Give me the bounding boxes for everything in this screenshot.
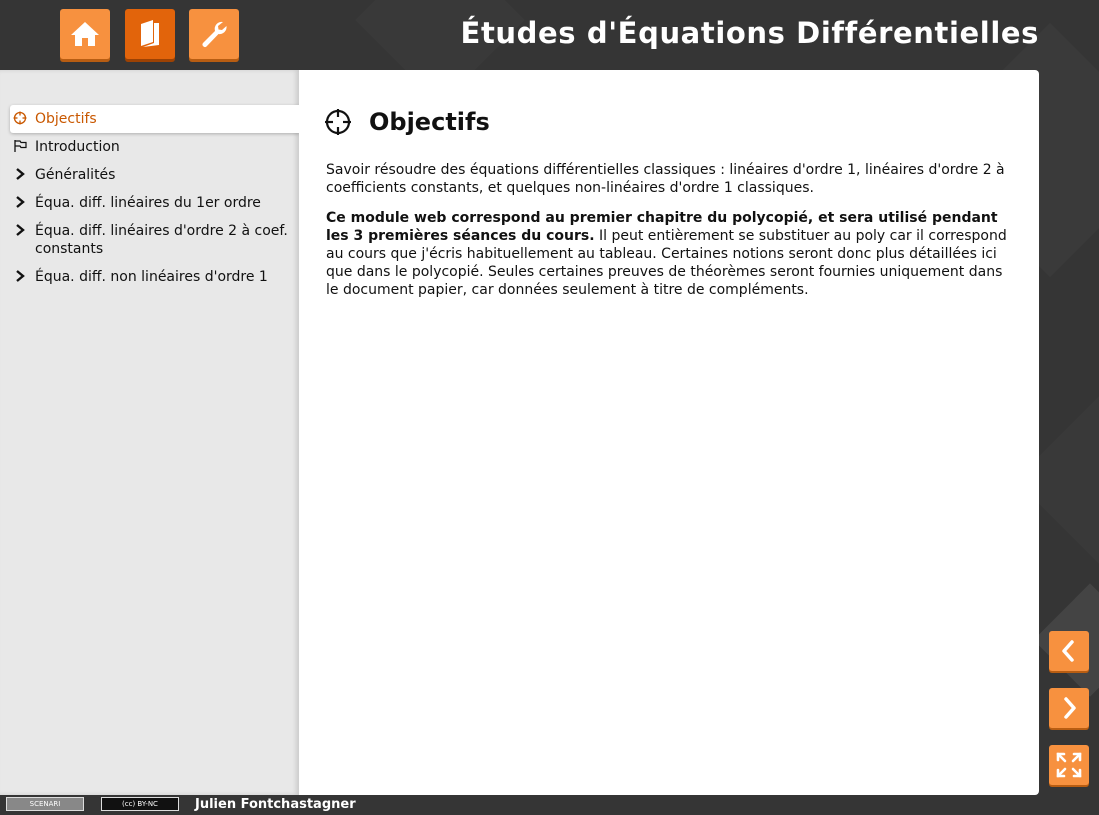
nav-item-objectifs[interactable] — [10, 105, 299, 133]
previous-button[interactable] — [1049, 631, 1089, 671]
section-header — [324, 108, 490, 136]
paragraph-text: Il peut entièrement se substituer au poly car il correspond au cours que j'écris habituellement au tableau. Certaines notions seront donc plus détaillées ici que dans le polycopié. Seules certaines preuves de théorèmes seront fournies uniquement dans le document papier, car données seulement à titre de compléments. — [326, 228, 1007, 298]
nav-label: Équa. diff. linéaires d'ordre 2 à coef. constants — [35, 223, 288, 257]
paragraph — [326, 209, 1016, 299]
nav-label: Équa. diff. linéaires du 1er ordre — [35, 195, 261, 211]
target-icon — [324, 108, 352, 136]
license-badge[interactable]: (cc) BY-NC — [101, 797, 179, 811]
emphasis-text: Ce module web correspond au premier chapitre du polycopié, et sera utilisé pendant les 3 premières séances du cours. — [326, 210, 998, 244]
nav-item-introduction[interactable] — [10, 133, 299, 161]
paragraph: Savoir résoudre des équations différentielles classiques : linéaires d'ordre 1, linéaires d'ordre 2 à coefficients constants, et quelques non-linéaires d'ordre 1 classiques. — [326, 162, 1005, 196]
nav-label: Objectifs — [35, 111, 97, 127]
home-button[interactable] — [60, 9, 110, 59]
nav-item-non-lineaires[interactable] — [10, 263, 299, 291]
scenari-logo[interactable]: SCENARI — [6, 797, 84, 811]
nav-label: Généralités — [35, 167, 116, 183]
section-title: Objectifs — [369, 108, 490, 136]
book-button[interactable] — [125, 9, 175, 59]
wrench-icon — [199, 19, 229, 49]
next-button[interactable] — [1049, 688, 1089, 728]
nav-label: Introduction — [35, 139, 120, 155]
author-name: Julien Fontchastagner — [195, 797, 356, 812]
chevron-right-icon — [13, 223, 27, 237]
tools-button[interactable] — [189, 9, 239, 59]
flag-icon — [13, 139, 27, 153]
nav-item-generalites[interactable] — [10, 161, 299, 189]
nav-item-ordre1[interactable] — [10, 189, 299, 217]
page-title: Études d'Équations Différentielles — [460, 16, 1039, 50]
sidebar — [0, 70, 299, 795]
outline-nav — [10, 105, 299, 291]
chevron-right-icon — [13, 167, 27, 181]
nav-label: Équa. diff. non linéaires d'ordre 1 — [35, 269, 268, 285]
fullscreen-button[interactable] — [1049, 745, 1089, 785]
chevron-right-icon — [1057, 696, 1081, 720]
target-icon — [13, 111, 27, 125]
nav-item-ordre2[interactable] — [10, 217, 299, 263]
chevron-right-icon — [13, 195, 27, 209]
chevron-right-icon — [13, 269, 27, 283]
fullscreen-icon — [1055, 751, 1083, 779]
home-icon — [69, 18, 101, 50]
section-body — [326, 161, 1016, 311]
content-panel — [299, 70, 1039, 795]
book-icon — [136, 18, 164, 50]
chevron-left-icon — [1057, 639, 1081, 663]
footer — [0, 795, 1099, 815]
